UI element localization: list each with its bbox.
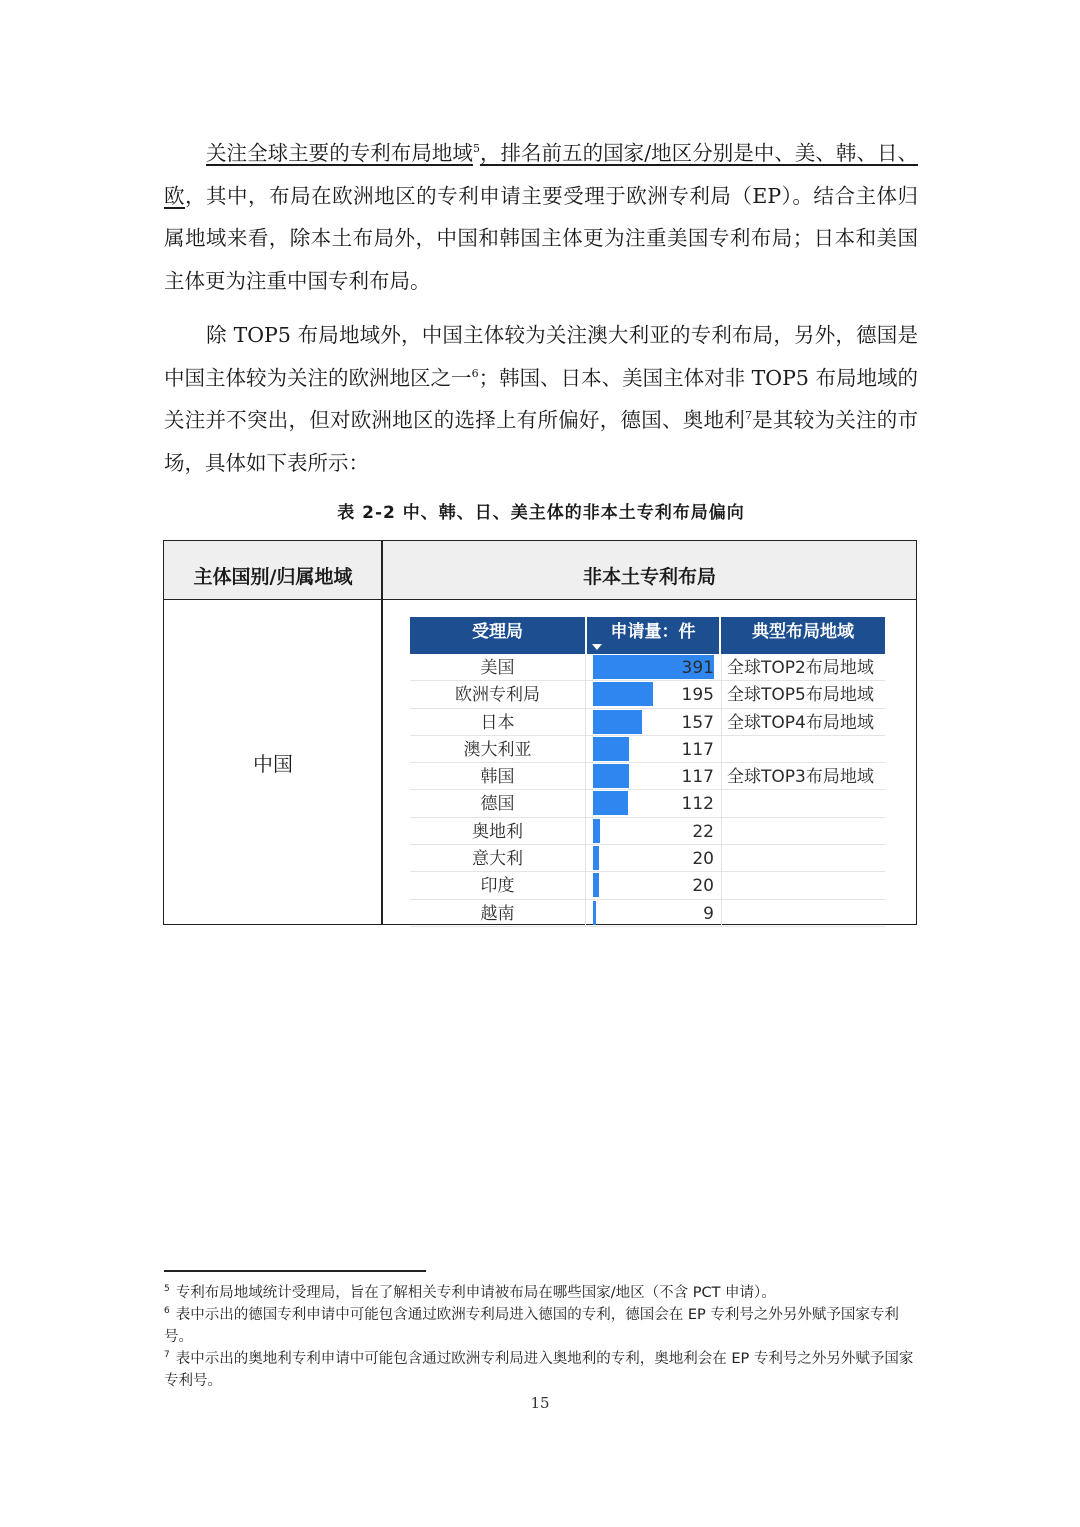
count-cell [593, 900, 721, 926]
header-typical-region[interactable]: 典型布局地域 [752, 622, 854, 642]
office-cell: 印度 [410, 872, 586, 898]
count-cell [593, 654, 721, 680]
region-note-cell: 全球TOP5布局地域 [721, 681, 885, 707]
count-bar [593, 873, 599, 897]
table-row [410, 818, 885, 845]
table-header-row [164, 541, 916, 600]
count-value: 391 [681, 658, 714, 678]
header-count[interactable]: 申请量：件 [610, 622, 696, 642]
count-cell [593, 790, 721, 816]
region-note-cell: 全球TOP2布局地域 [721, 654, 885, 680]
count-bar [593, 819, 600, 843]
country-cell: 中国 [253, 752, 293, 776]
header-office[interactable]: 受理局 [472, 622, 523, 642]
count-cell [593, 763, 721, 789]
office-cell: 欧洲专利局 [410, 681, 586, 707]
count-value: 20 [692, 876, 714, 897]
footnote-mark: 6 [164, 1306, 170, 1316]
table-row [410, 900, 885, 927]
filing-office-table [410, 617, 885, 927]
paragraph-text: 是其较为关注的市场，具体如下表所示： [164, 408, 918, 475]
footnote-text: 表中示出的奥地利专利申请中可能包含通过欧洲专利局进入奥地利的专利，奥地利会在 EP 专利号之外另外赋予国家专利号。 [164, 1351, 914, 1389]
count-bar [593, 791, 628, 815]
count-value: 195 [681, 685, 714, 706]
region-note-cell: 全球TOP3布局地域 [721, 763, 885, 789]
count-cell [593, 872, 721, 898]
region-note-cell [721, 790, 885, 816]
count-bar [593, 846, 599, 870]
paragraph-text: ，其中，布局在欧洲地区的专利申请主要受理于欧洲专利局（EP）。结合主体归属地域来看，除本土布局外，中国和韩国主体更为注重美国专利布局；日本和美国主体更为注重中国专利布局。 [164, 183, 918, 293]
table-row [410, 709, 885, 736]
inner-table-header [410, 617, 885, 654]
footnote-mark: 5 [164, 1284, 170, 1294]
office-cell: 德国 [410, 790, 586, 816]
table-row [410, 736, 885, 763]
table-row [410, 845, 885, 872]
underlined-phrase-2: ，排名前五的国家/地区分别是中、美、韩、日、欧 [164, 141, 919, 208]
table-row [410, 681, 885, 708]
office-cell: 奥地利 [410, 818, 586, 844]
region-note-cell [721, 900, 885, 926]
region-note-cell [721, 872, 885, 898]
region-note-cell [721, 818, 885, 844]
count-cell [593, 845, 721, 871]
page-number: 15 [530, 1394, 550, 1412]
header-layout: 非本土专利布局 [582, 566, 716, 588]
footnote-mark: 7 [164, 1350, 170, 1360]
count-cell [593, 681, 721, 707]
office-cell: 美国 [410, 654, 586, 680]
table-caption: 表 2-2 中、韩、日、美主体的非本土专利布局偏向 [337, 503, 745, 523]
footnote-5 [164, 1282, 918, 1304]
count-value: 20 [692, 849, 714, 870]
table-row [410, 654, 885, 681]
paragraph-text: ；韩国、日本、美国主体对非 TOP5 布局地域的关注并不突出，但对欧洲地区的选择上有所偏好，德国、奥地利 [164, 365, 918, 432]
count-bar [593, 901, 596, 925]
office-cell: 澳大利亚 [410, 736, 586, 762]
footnote-6 [164, 1304, 918, 1348]
count-bar [593, 710, 642, 734]
table-row [410, 790, 885, 817]
office-cell: 日本 [410, 709, 586, 735]
footnote-text: 表中示出的德国专利申请中可能包含通过欧洲专利局进入德国的专利，德国会在 EP 专利号之外另外赋予国家专利号。 [164, 1307, 899, 1345]
footnote-text: 专利布局地域统计受理局，旨在了解相关专利申请被布局在哪些国家/地区（不含 PCT 申请）。 [175, 1285, 776, 1301]
footnote-ref-6[interactable]: 6 [471, 366, 479, 380]
footnotes [164, 1282, 918, 1392]
office-cell: 意大利 [410, 845, 586, 871]
count-value: 112 [681, 794, 714, 815]
count-value: 117 [681, 739, 714, 760]
count-cell [593, 818, 721, 844]
count-cell [593, 709, 721, 735]
sort-descending-icon[interactable] [592, 644, 602, 650]
paragraph-non-top5 [164, 314, 918, 484]
footnote-ref-5[interactable]: 5 [472, 142, 480, 155]
header-country: 主体国别/归属地域 [193, 566, 353, 588]
underlined-phrase: 关注全球主要的专利布局地域 [206, 141, 473, 165]
office-cell: 韩国 [410, 763, 586, 789]
count-value: 117 [681, 767, 714, 788]
paragraph-text: 除 TOP5 布局地域外，中国主体较为关注澳大利亚的专利布局，另外，德国是中国主体较为关注的欧洲地区之一 [164, 323, 918, 390]
table-row [410, 872, 885, 899]
footnote-separator [164, 1270, 426, 1272]
inner-table-body [410, 654, 885, 927]
count-cell [593, 736, 721, 762]
count-bar [593, 737, 629, 761]
count-value: 9 [703, 903, 714, 924]
count-bar [593, 682, 653, 706]
count-value: 157 [681, 712, 714, 733]
count-bar [593, 764, 629, 788]
footnote-ref-7[interactable]: 7 [745, 409, 752, 422]
region-note-cell [721, 736, 885, 762]
region-note-cell [721, 845, 885, 871]
table-row [410, 763, 885, 790]
region-note-cell: 全球TOP4布局地域 [721, 709, 885, 735]
office-cell: 越南 [410, 900, 586, 926]
paragraph-top5-regions [164, 132, 918, 302]
footnote-7 [164, 1348, 918, 1392]
count-value: 22 [692, 821, 714, 842]
